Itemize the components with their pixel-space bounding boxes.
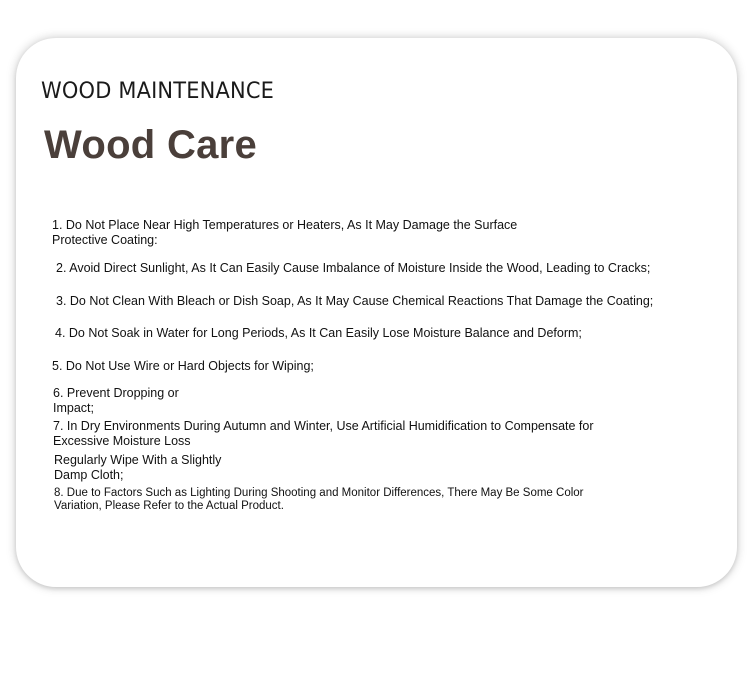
page-title: Wood Care [44,123,258,167]
section-eyebrow: WOOD MAINTENANCE [41,78,275,104]
care-item-wipe: Regularly Wipe With a Slightly Damp Cloth; [54,453,222,482]
care-item-3: 3. Do Not Clean With Bleach or Dish Soap, As It May Cause Chemical Reactions That Damage the Coating; [56,294,654,308]
care-item-7: 7. In Dry Environments During Autumn and Winter, Use Artificial Humidification to Compensate for Excessive Moisture Loss [53,419,594,448]
care-item-4: 4. Do Not Soak in Water for Long Periods, As It Can Easily Lose Moisture Balance and Deform; [55,326,582,340]
care-item-5: 5. Do Not Use Wire or Hard Objects for Wiping; [52,359,314,373]
care-item-1: 1. Do Not Place Near High Temperatures or Heaters, As It May Damage the Surface Protective Coating: [52,218,518,247]
care-item-8: 8. Due to Factors Such as Lighting During Shooting and Monitor Differences, There May Be Some Color Variation, Please Refer to the Actual Product. [54,487,584,512]
care-item-6: 6. Prevent Dropping or Impact; [53,386,179,415]
care-item-2: 2. Avoid Direct Sunlight, As It Can Easily Cause Imbalance of Moisture Inside the Wood, Leading to Cracks; [56,261,651,275]
